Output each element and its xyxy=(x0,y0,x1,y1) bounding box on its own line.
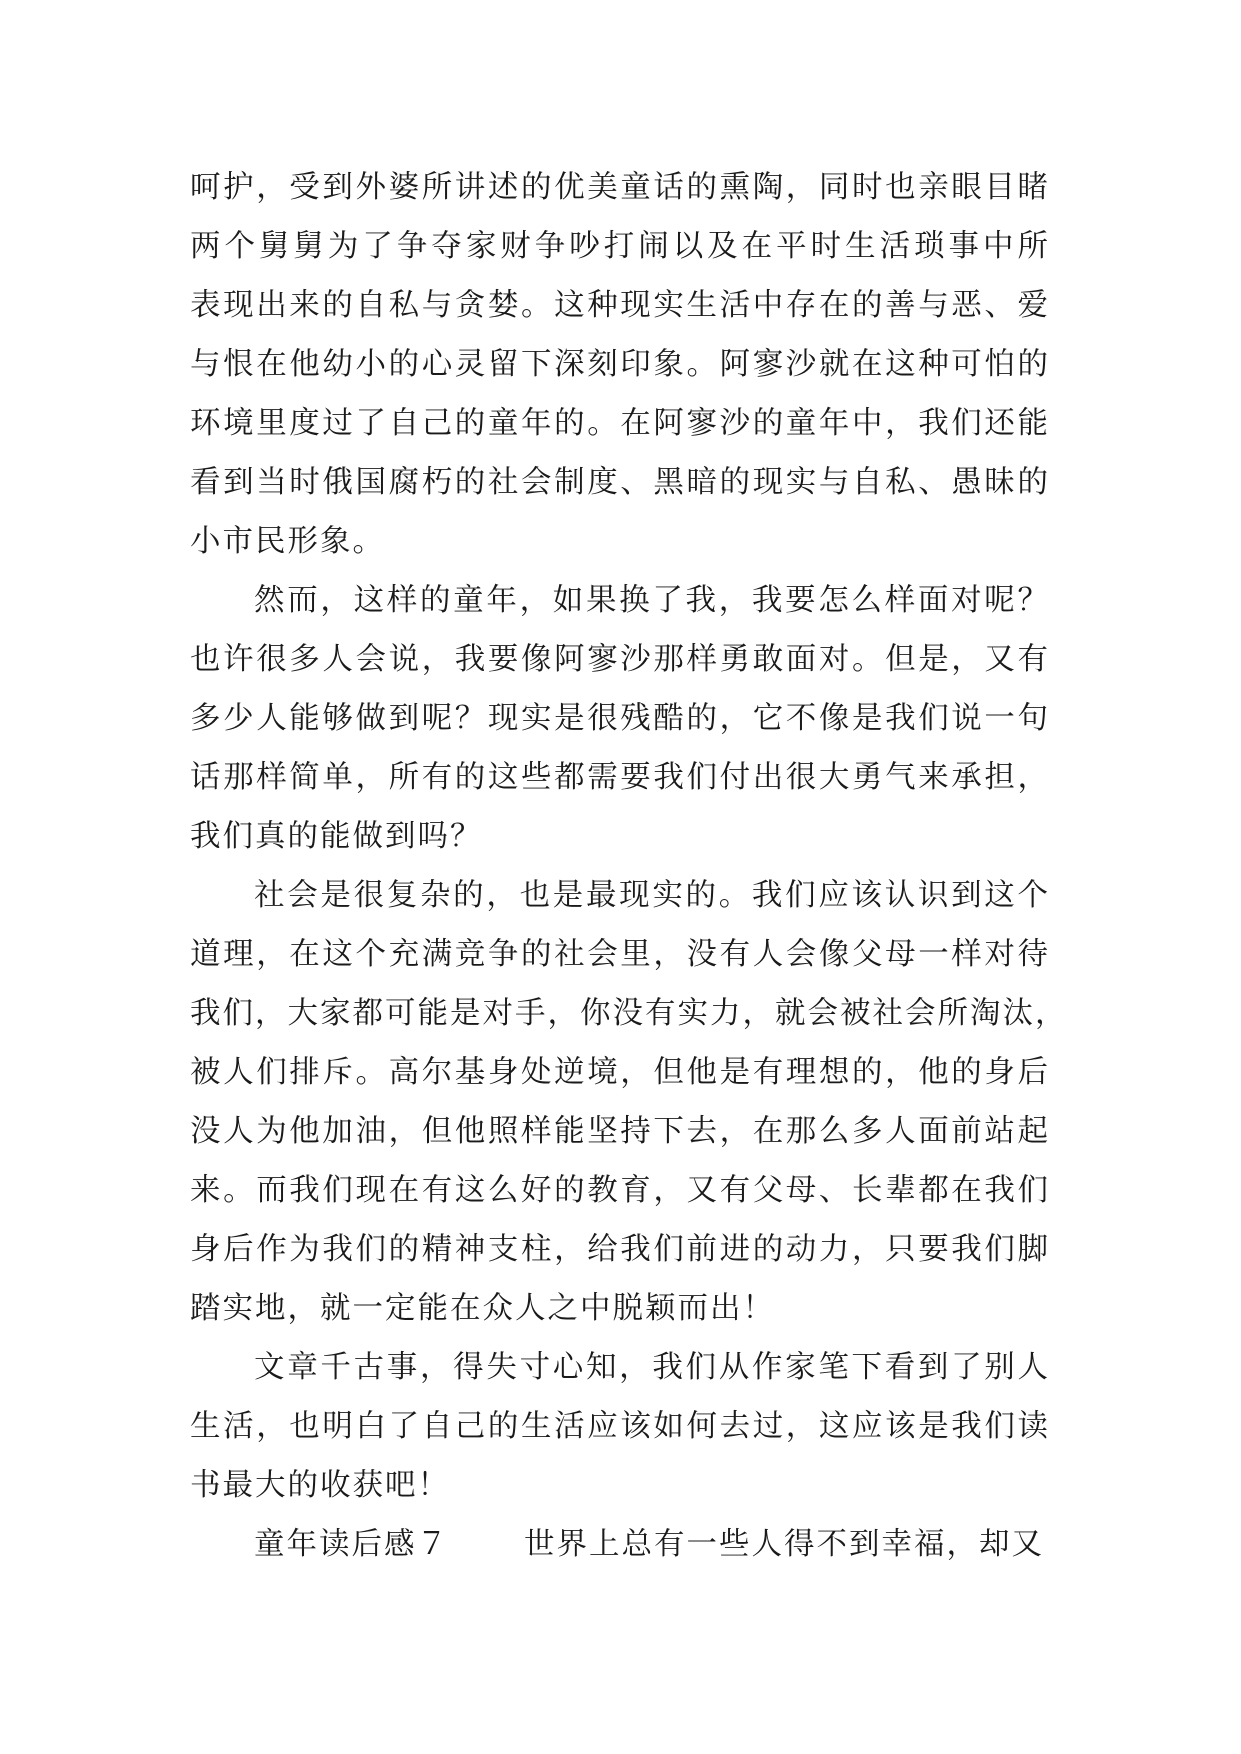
paragraph-line: 社会是很复杂的，也是最现实的。我们应该认识到这个 xyxy=(254,878,1050,913)
paragraph-line: 然而，这样的童年，如果换了我，我要怎么样面对呢？ xyxy=(254,583,1050,618)
section-heading-line xyxy=(190,1515,1050,1574)
paragraph-line: 道理，在这个充满竞争的社会里，没有人会像父母一样对待 xyxy=(190,937,1050,972)
paragraph-line: 被人们排斥。高尔基身处逆境，但他是有理想的，他的身后 xyxy=(190,1055,1050,1090)
paragraph-line: 踏实地，就一定能在众人之中脱颖而出！ xyxy=(190,1291,775,1326)
paragraph-line: 来。而我们现在有这么好的教育，又有父母、长辈都在我们 xyxy=(190,1173,1050,1208)
paragraph-line: 与恨在他幼小的心灵留下深刻印象。阿寥沙就在这种可怕的 xyxy=(190,347,1050,382)
paragraph-line: 生活，也明白了自己的生活应该如何去过，这应该是我们读 xyxy=(190,1409,1050,1444)
section-first-text: 世界上总有一些人得不到幸福，却又 xyxy=(524,1527,1044,1562)
paragraph-line: 表现出来的自私与贪婪。这种现实生活中存在的善与恶、爱 xyxy=(190,288,1050,323)
section-title: 童年读后感７ xyxy=(254,1527,449,1562)
paragraph-line: 我们，大家都可能是对手，你没有实力，就会被社会所淘汰， xyxy=(190,996,1068,1031)
paragraph-line: 我们真的能做到吗？ xyxy=(190,819,483,854)
paragraph-line: 多少人能够做到呢？现实是很残酷的，它不像是我们说一句 xyxy=(190,701,1050,736)
paragraph-line: 书最大的收获吧！ xyxy=(190,1468,450,1503)
paragraph-line: 没人为他加油，但他照样能坚持下去，在那么多人面前站起 xyxy=(190,1114,1050,1149)
paragraph-line: 呵护，受到外婆所讲述的优美童话的熏陶，同时也亲眼目睹 xyxy=(190,170,1050,205)
paragraph-line: 两个舅舅为了争夺家财争吵打闹以及在平时生活琐事中所 xyxy=(190,229,1050,264)
document-body xyxy=(190,158,1068,1574)
paragraph-line: 话那样简单，所有的这些都需要我们付出很大勇气来承担， xyxy=(190,760,1050,795)
paragraph-line: 小市民形象。 xyxy=(190,524,385,559)
paragraph-line: 也许很多人会说，我要像阿寥沙那样勇敢面对。但是，又有 xyxy=(190,642,1050,677)
paragraph-line: 文章千古事，得失寸心知，我们从作家笔下看到了别人 xyxy=(254,1350,1050,1385)
paragraph-line: 身后作为我们的精神支柱，给我们前进的动力，只要我们脚 xyxy=(190,1232,1050,1267)
paragraph-line: 环境里度过了自己的童年的。在阿寥沙的童年中，我们还能 xyxy=(190,406,1050,441)
paragraph-line: 看到当时俄国腐朽的社会制度、黑暗的现实与自私、愚昧的 xyxy=(190,465,1050,500)
